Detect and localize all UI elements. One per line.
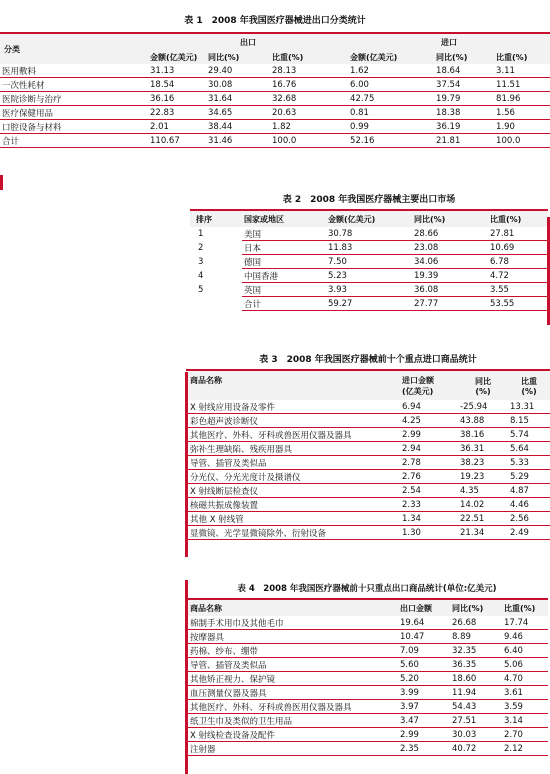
t3-cell: 38.16 <box>458 428 508 442</box>
t1-cell: 19.79 <box>434 92 494 106</box>
t3-cell: 5.64 <box>508 442 550 456</box>
t4-cell: 其他矫正视力、保护镜 <box>186 672 398 686</box>
t4-cell: 2.99 <box>398 728 450 742</box>
t2-row <box>190 297 548 311</box>
t3-cell: 核磁共振成像装置 <box>186 498 400 512</box>
t4-cell: 纸卫生巾及类似的卫生用品 <box>186 714 398 728</box>
t2-cell: 英国 <box>242 283 326 297</box>
t4-cell: 5.60 <box>398 658 450 672</box>
t3-row <box>186 498 550 512</box>
t1-cell: 31.64 <box>206 92 270 106</box>
t4-row <box>186 630 548 644</box>
t4-header: 出口金额 <box>398 599 450 616</box>
t4-cell: 血压测量仪器及器具 <box>186 686 398 700</box>
t1-cell: 一次性耗材 <box>0 78 148 92</box>
t4-row <box>186 714 548 728</box>
t2-row <box>190 227 548 241</box>
table-4-grid <box>186 598 548 756</box>
t1-row <box>0 92 550 106</box>
t2-cell: 1 <box>198 228 204 239</box>
t4-row <box>186 672 548 686</box>
table-3-side-bar <box>185 372 188 557</box>
t1-sub-header: 比重(%) <box>494 50 550 64</box>
t2-cell: 3.55 <box>488 283 548 297</box>
t3-header-name: 商品名称 <box>186 370 400 400</box>
table-3 <box>186 351 550 540</box>
table-4-caption: 表 4 2008 年我国医疗器械前十只重点出口商品统计(单位:亿美元) <box>237 584 497 594</box>
t1-row <box>0 78 550 92</box>
t2-cell: 2 <box>198 242 204 253</box>
t3-cell: 4.87 <box>508 484 550 498</box>
t1-cell: 18.54 <box>148 78 206 92</box>
table-4 <box>186 580 548 756</box>
t3-cell: 14.02 <box>458 498 508 512</box>
t1-cell: 100.0 <box>270 134 348 148</box>
t4-cell: 36.35 <box>450 658 502 672</box>
t4-cell: 9.46 <box>502 630 548 644</box>
table-2 <box>190 191 548 311</box>
t4-row <box>186 700 548 714</box>
t3-header-share-line2: (%) <box>521 386 537 396</box>
t4-cell: 4.70 <box>502 672 548 686</box>
t3-row <box>186 456 550 470</box>
t3-row <box>186 484 550 498</box>
t1-cell: 37.54 <box>434 78 494 92</box>
table-1-side-bar <box>0 175 3 190</box>
t3-cell: 22.51 <box>458 512 508 526</box>
t2-cell: 7.50 <box>326 255 412 269</box>
t3-header-yoy <box>458 370 508 400</box>
t1-cell: 34.65 <box>206 106 270 120</box>
t1-cell: 1.62 <box>348 64 434 78</box>
t1-cell: 18.38 <box>434 106 494 120</box>
t4-cell: 30.03 <box>450 728 502 742</box>
t3-cell: -25.94 <box>458 400 508 414</box>
t4-row <box>186 728 548 742</box>
t2-header: 国家或地区 <box>242 210 326 227</box>
t2-header: 同比(%) <box>412 210 488 227</box>
t1-sub-header: 比重(%) <box>270 50 348 64</box>
t1-row <box>0 120 550 134</box>
t1-cell: 81.96 <box>494 92 550 106</box>
t4-cell: 5.20 <box>398 672 450 686</box>
t2-row <box>190 255 548 269</box>
group-import: 进口 <box>348 34 550 50</box>
t1-cell: 0.81 <box>348 106 434 120</box>
t2-header: 排序 <box>190 210 242 227</box>
t3-header-share <box>508 370 550 400</box>
t1-row <box>0 64 550 78</box>
t3-cell: 2.94 <box>400 442 458 456</box>
t1-cell: 32.68 <box>270 92 348 106</box>
t3-cell: 19.23 <box>458 470 508 484</box>
t1-cell: 22.83 <box>148 106 206 120</box>
t3-cell: 2.78 <box>400 456 458 470</box>
t4-cell: 5.06 <box>502 658 548 672</box>
t3-cell: 彩色超声波诊断仪 <box>186 414 400 428</box>
t3-header-amount-line2: (亿美元) <box>402 386 434 396</box>
t3-cell: 43.88 <box>458 414 508 428</box>
col-category: 分类 <box>0 34 148 64</box>
t1-cell: 36.19 <box>434 120 494 134</box>
t1-cell: 医疗保健用品 <box>0 106 148 120</box>
t3-cell: 2.54 <box>400 484 458 498</box>
t4-cell: 8.89 <box>450 630 502 644</box>
t1-cell: 52.16 <box>348 134 434 148</box>
t4-row <box>186 658 548 672</box>
t4-row <box>186 644 548 658</box>
t2-cell: 34.06 <box>412 255 488 269</box>
t2-cell: 10.69 <box>488 241 548 255</box>
t4-row <box>186 616 548 630</box>
t2-cell: 5.23 <box>326 269 412 283</box>
t3-row <box>186 428 550 442</box>
t1-cell: 1.82 <box>270 120 348 134</box>
t1-cell: 合计 <box>0 134 148 148</box>
t1-sub-header: 金额(亿美元) <box>148 50 206 64</box>
t3-cell: 2.49 <box>508 526 550 540</box>
t2-cell: 美国 <box>242 227 326 241</box>
t2-cell: 5 <box>198 284 204 295</box>
t3-row <box>186 400 550 414</box>
table-1-grid <box>0 34 550 148</box>
t1-sub-header: 同比(%) <box>206 50 270 64</box>
t3-cell: 5.74 <box>508 428 550 442</box>
t1-cell: 42.75 <box>348 92 434 106</box>
t3-row <box>186 512 550 526</box>
t2-cell: 30.78 <box>326 227 412 241</box>
t1-cell: 0.99 <box>348 120 434 134</box>
t4-cell: 2.35 <box>398 742 450 756</box>
t3-cell: 2.99 <box>400 428 458 442</box>
t1-cell: 医用敷料 <box>0 64 148 78</box>
t2-cell: 36.08 <box>412 283 488 297</box>
t3-cell: X 射线应用设备及零件 <box>186 400 400 414</box>
group-export: 出口 <box>148 34 348 50</box>
t3-cell: 其他医疗、外科、牙科或兽医用仪器及器具 <box>186 428 400 442</box>
t3-header-amount-line1: 进口金额 <box>402 375 434 385</box>
table-4-side-bar <box>185 580 188 774</box>
t3-cell: 弥补生理缺陷、残疾用器具 <box>186 442 400 456</box>
table-2-grid <box>190 209 548 311</box>
t4-cell: 26.68 <box>450 616 502 630</box>
t3-cell: 5.33 <box>508 456 550 470</box>
t3-cell: 4.46 <box>508 498 550 512</box>
t4-header: 商品名称 <box>186 599 398 616</box>
t1-cell: 3.11 <box>494 64 550 78</box>
t1-cell: 医院诊断与治疗 <box>0 92 148 106</box>
t4-cell: 27.51 <box>450 714 502 728</box>
table-2-caption: 表 2 2008 年我国医疗器械主要出口市场 <box>282 195 456 205</box>
table-3-caption: 表 3 2008 年我国医疗器械前十个重点进口商品统计 <box>259 355 477 365</box>
t4-cell: 32.35 <box>450 644 502 658</box>
t2-row <box>190 283 548 297</box>
t3-cell: 4.25 <box>400 414 458 428</box>
t3-cell: 36.31 <box>458 442 508 456</box>
t2-cell: 3 <box>198 256 204 267</box>
t3-cell: 显微镜、光学显微镜除外、衍射设备 <box>186 526 400 540</box>
t4-header: 同比(%) <box>450 599 502 616</box>
t4-cell: 导管、插管及类似品 <box>186 658 398 672</box>
t3-row <box>186 442 550 456</box>
t2-cell: 合计 <box>242 297 326 311</box>
t3-row <box>186 526 550 540</box>
t2-cell: 53.55 <box>488 297 548 311</box>
t1-row <box>0 106 550 120</box>
t4-cell: 18.60 <box>450 672 502 686</box>
t1-cell: 20.63 <box>270 106 348 120</box>
t4-cell: 40.72 <box>450 742 502 756</box>
t4-cell: 19.64 <box>398 616 450 630</box>
t1-cell: 6.00 <box>348 78 434 92</box>
t3-cell: 8.15 <box>508 414 550 428</box>
t4-cell: 注射器 <box>186 742 398 756</box>
t1-cell: 110.67 <box>148 134 206 148</box>
t3-cell: 4.35 <box>458 484 508 498</box>
t1-cell: 18.64 <box>434 64 494 78</box>
t3-row <box>186 414 550 428</box>
t1-cell: 31.13 <box>148 64 206 78</box>
t3-cell: 1.34 <box>400 512 458 526</box>
t1-cell: 21.81 <box>434 134 494 148</box>
table-1 <box>0 10 550 148</box>
t1-cell: 11.51 <box>494 78 550 92</box>
t3-header-yoy-line1: 同比 <box>475 376 491 386</box>
t1-sub-header: 金额(亿美元) <box>348 50 434 64</box>
t4-cell: 3.61 <box>502 686 548 700</box>
t2-cell: 28.66 <box>412 227 488 241</box>
t3-cell: 38.23 <box>458 456 508 470</box>
t2-cell: 德国 <box>242 255 326 269</box>
t1-cell: 1.56 <box>494 106 550 120</box>
t2-row <box>190 241 548 255</box>
table-3-grid <box>186 369 550 540</box>
t4-cell: 其他医疗、外科、牙科或兽医用仪器及器具 <box>186 700 398 714</box>
t2-cell: 23.08 <box>412 241 488 255</box>
t3-cell: 2.56 <box>508 512 550 526</box>
t3-cell: 分光仪、分光光度计及摄谱仪 <box>186 470 400 484</box>
t1-cell: 口腔设备与材料 <box>0 120 148 134</box>
t1-cell: 31.46 <box>206 134 270 148</box>
t4-cell: 棉制手术用巾及其他毛巾 <box>186 616 398 630</box>
t1-cell: 2.01 <box>148 120 206 134</box>
t1-sub-header: 同比(%) <box>434 50 494 64</box>
t4-cell: 3.97 <box>398 700 450 714</box>
t3-cell: 5.29 <box>508 470 550 484</box>
t2-cell: 27.77 <box>412 297 488 311</box>
t1-row <box>0 134 550 148</box>
t2-cell: 日本 <box>242 241 326 255</box>
t3-cell: X 射线断层检查仪 <box>186 484 400 498</box>
t4-row <box>186 686 548 700</box>
t2-cell: 4 <box>198 270 204 281</box>
t3-cell: 13.31 <box>508 400 550 414</box>
t3-cell: 21.34 <box>458 526 508 540</box>
t4-cell: 10.47 <box>398 630 450 644</box>
table-1-caption: 表 1 2008 年我国医疗器械进出口分类统计 <box>0 10 550 34</box>
t2-cell: 4.72 <box>488 269 548 283</box>
t1-cell: 29.40 <box>206 64 270 78</box>
t4-cell: 3.14 <box>502 714 548 728</box>
t1-cell: 30.08 <box>206 78 270 92</box>
t3-cell: 其他 X 射线管 <box>186 512 400 526</box>
t4-header: 比重(%) <box>502 599 548 616</box>
t2-cell: 3.93 <box>326 283 412 297</box>
t2-header: 比重(%) <box>488 210 548 227</box>
t4-cell: 17.74 <box>502 616 548 630</box>
t4-row <box>186 742 548 756</box>
t4-cell: 2.70 <box>502 728 548 742</box>
t2-cell: 中国香港 <box>242 269 326 283</box>
t1-cell: 36.16 <box>148 92 206 106</box>
t3-cell: 6.94 <box>400 400 458 414</box>
t3-cell: 1.30 <box>400 526 458 540</box>
t3-header-share-line1: 比重 <box>521 376 537 386</box>
t3-row <box>186 470 550 484</box>
t4-cell: X 射线检查设备及配件 <box>186 728 398 742</box>
t1-cell: 38.44 <box>206 120 270 134</box>
t4-cell: 2.12 <box>502 742 548 756</box>
t2-cell: 6.78 <box>488 255 548 269</box>
t4-cell: 7.09 <box>398 644 450 658</box>
t1-cell: 100.0 <box>494 134 550 148</box>
t2-cell <box>190 297 242 311</box>
t2-cell: 27.81 <box>488 227 548 241</box>
t1-cell: 1.90 <box>494 120 550 134</box>
t1-cell: 16.76 <box>270 78 348 92</box>
t3-header-yoy-line2: (%) <box>475 386 491 396</box>
t3-cell: 导管、插管及类似品 <box>186 456 400 470</box>
t1-cell: 28.13 <box>270 64 348 78</box>
t2-header: 金额(亿美元) <box>326 210 412 227</box>
t4-cell: 11.94 <box>450 686 502 700</box>
t4-cell: 3.59 <box>502 700 548 714</box>
t4-cell: 3.99 <box>398 686 450 700</box>
t2-cell: 59.27 <box>326 297 412 311</box>
t3-cell: 2.76 <box>400 470 458 484</box>
t2-cell: 11.83 <box>326 241 412 255</box>
t3-header-amount <box>400 370 458 400</box>
t4-cell: 3.47 <box>398 714 450 728</box>
t4-cell: 54.43 <box>450 700 502 714</box>
t4-cell: 6.40 <box>502 644 548 658</box>
t2-cell: 19.39 <box>412 269 488 283</box>
t4-cell: 药棉、纱布、绷带 <box>186 644 398 658</box>
t2-row <box>190 269 548 283</box>
t4-cell: 按摩器具 <box>186 630 398 644</box>
t3-cell: 2.33 <box>400 498 458 512</box>
